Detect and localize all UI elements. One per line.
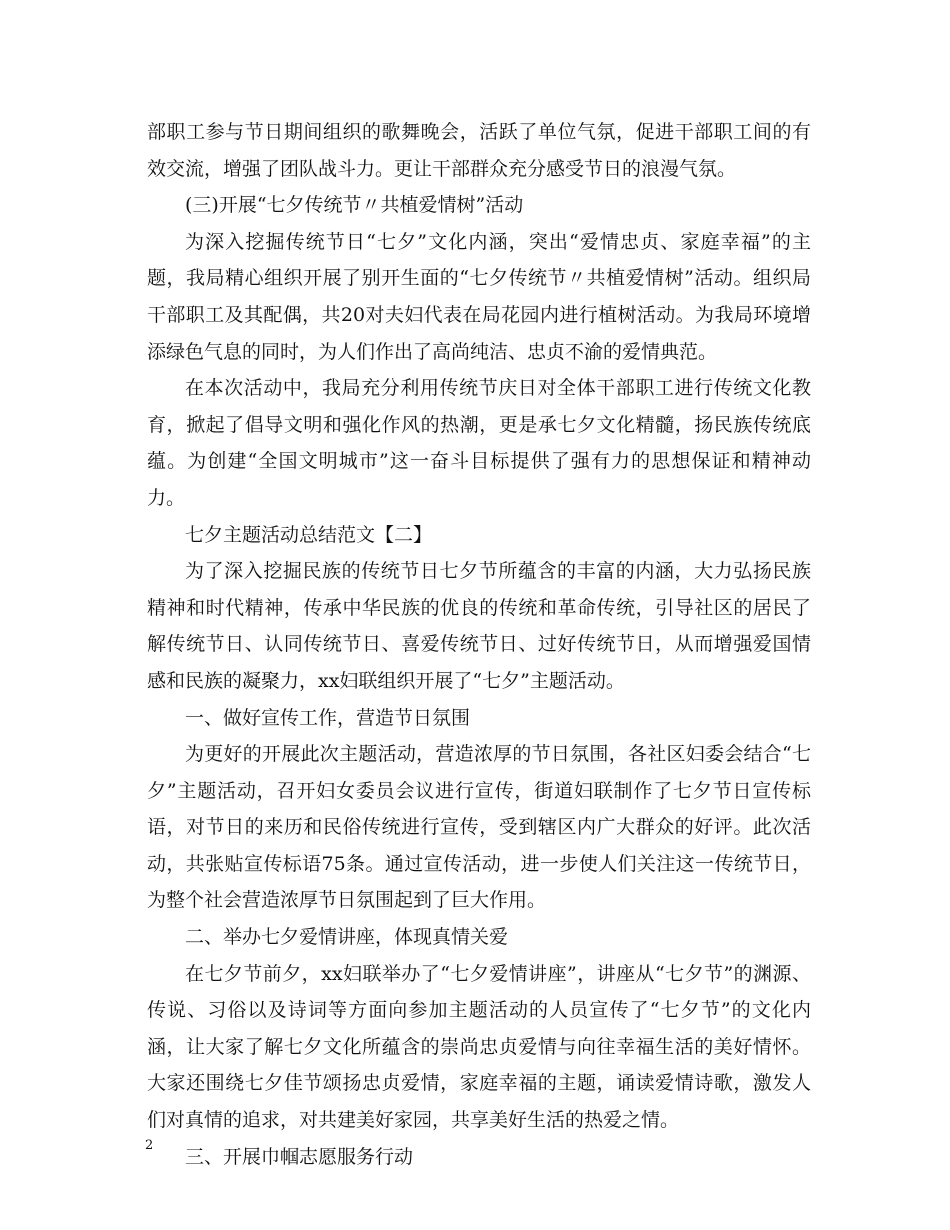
section-heading: (三)开展“七夕传统节〃共植爱情树”活动 <box>185 194 524 217</box>
document-body <box>147 114 811 1175</box>
body-paragraph: 为了深入挖掘民族的传统节日七夕节所蕴含的丰富的内涵，大力弘扬民族精神和时代精神，传承中华民族的优良的传统和革命传统，引导社区的居民了解传统节日、认同传统节日、喜爱传统节日、过好传统节日，从而增强爱国情感和民族的凝聚力，xx妇联组织开展了“七夕”主题活动。 <box>147 560 811 692</box>
body-paragraph: 部职工参与节日期间组织的歌舞晚会，活跃了单位气氛，促进干部职工间的有效交流，增强了团队战斗力。更让干部群众充分感受节日的浪漫气氛。 <box>147 121 811 180</box>
body-paragraph: 为更好的开展此次主题活动，营造浓厚的节日氛围，各社区妇委会结合“七夕”主题活动，召开妇女委员会议进行宣传，街道妇联制作了七夕节日宣传标语，对节日的来历和民俗传统进行宣传，受到辖区内广大群众的好评。此次活动，共张贴宣传标语75条。通过宣传活动，进一步使人们关注这一传统节日，为整个社会营造浓厚节日氛围起到了巨大作用。 <box>147 743 811 912</box>
section-heading: 二、举办七夕爱情讲座，体现真情关爱 <box>185 926 509 949</box>
body-paragraph: 在本次活动中，我局充分利用传统节庆日对全体干部职工进行传统文化教育，掀起了倡导文明和强化作风的热潮，更是承七夕文化精髓，扬民族传统底蕴。为创建“全国文明城市”这一奋斗目标提供了强有力的思想保证和精神动力。 <box>147 377 811 509</box>
section-heading: 一、做好宣传工作，营造节日氛围 <box>185 706 471 729</box>
document-subtitle: 七夕主题活动总结范文【二】 <box>185 523 433 546</box>
body-paragraph: 在七夕节前夕，xx妇联举办了“七夕爱情讲座”，讲座从“七夕节”的渊源、传说、习俗以及诗词等方面向参加主题活动的人员宣传了“七夕节”的文化内涵，让大家了解七夕文化所蕴含的崇尚忠贞爱情与向往幸福生活的美好情怀。大家还围绕七夕佳节颂扬忠贞爱情，家庭幸福的主题，诵读爱情诗歌，激发人们对真情的追求，对共建美好家园，共享美好生活的热爱之情。 <box>147 962 811 1132</box>
body-paragraph: 为深入挖掘传统节日“七夕”文化内涵，突出“爱情忠贞、家庭幸福”的主题，我局精心组织开展了别开生面的“七夕传统节〃共植爱情树”活动。组织局干部职工及其配偶，共20对夫妇代表在局花园内进行植树活动。为我局环境增添绿色气息的同时，为人们作出了高尚纯洁、忠贞不渝的爱情典范。 <box>147 230 811 363</box>
section-heading: 三、开展巾帼志愿服务行动 <box>185 1145 414 1168</box>
page-number: 2 <box>145 1138 154 1153</box>
